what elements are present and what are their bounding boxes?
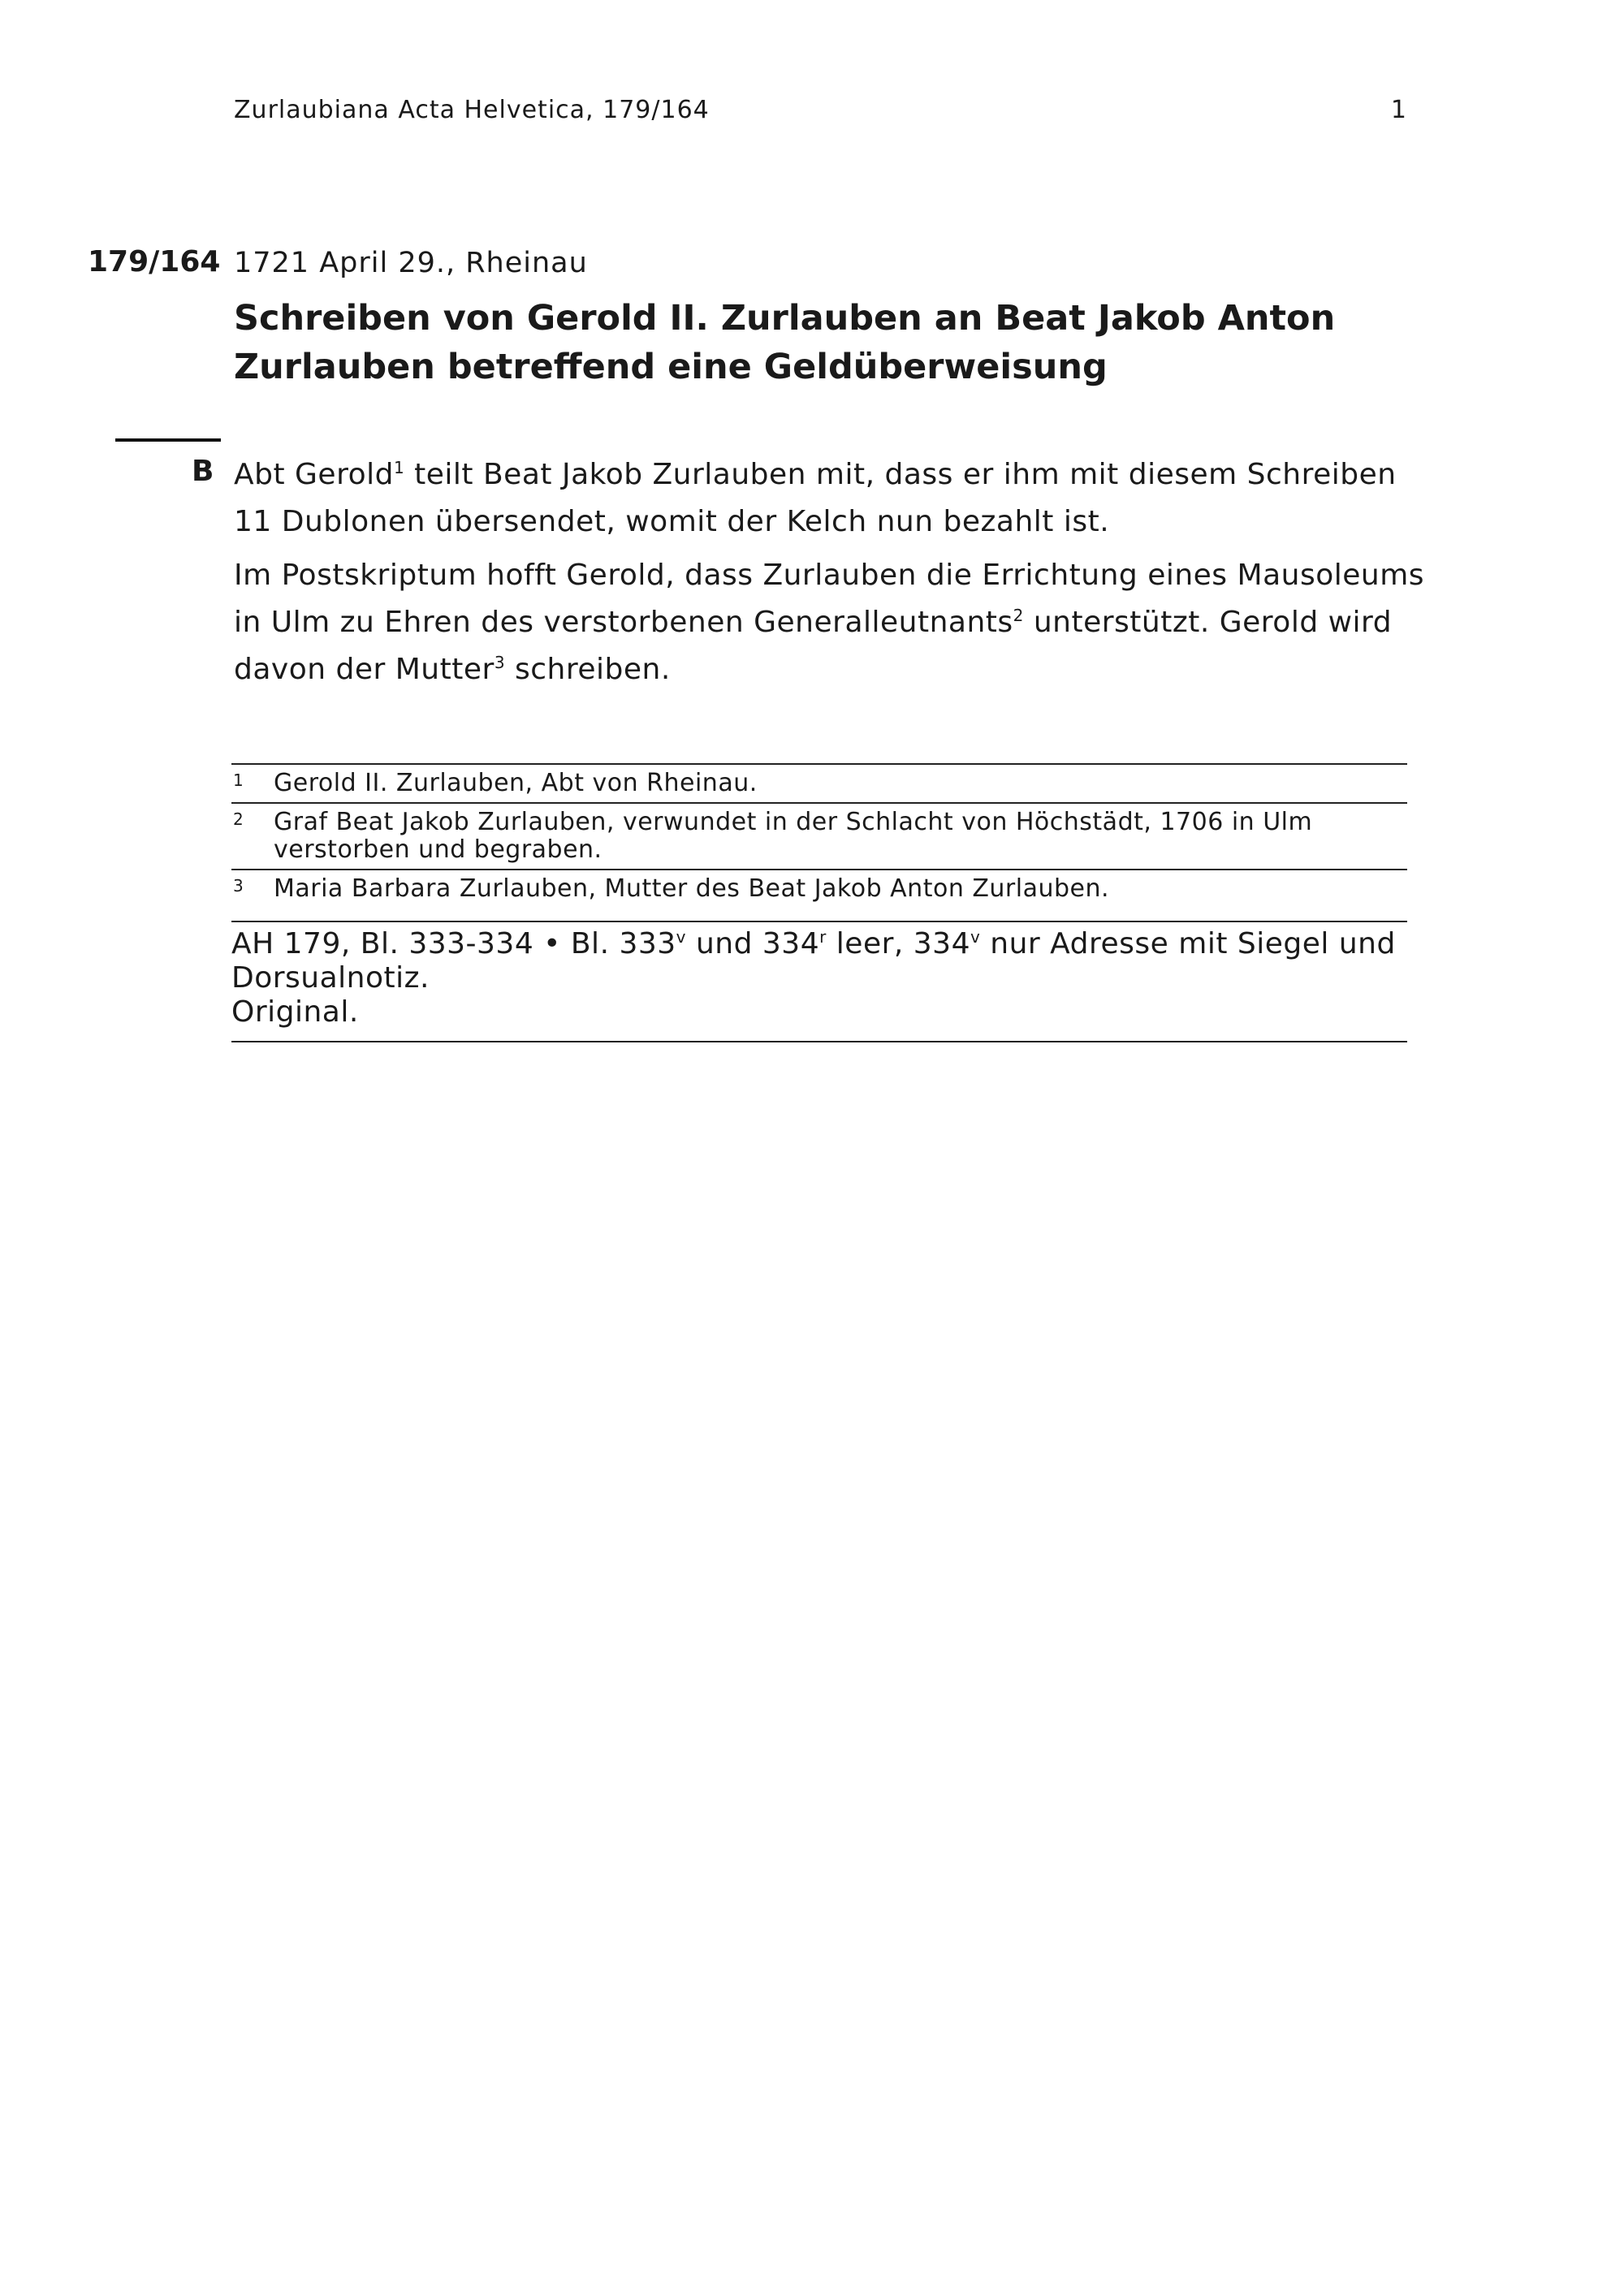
text-line [234, 646, 1419, 693]
footnote-line: Graf Beat Jakob Zurlauben, verwundet in der Schlacht von Höchstädt, 1706 in Ulm [274, 808, 1313, 836]
source-line [231, 927, 1407, 961]
text-line: Im Postskriptum hofft Gerold, dass Zurlauben die Errichtung eines Mausoleums [234, 559, 1425, 592]
text-run: Abt Gerold [234, 458, 394, 491]
footnote-line: Maria Barbara Zurlauben, Mutter des Beat Jakob Anton Zurlauben. [274, 874, 1110, 903]
margin-letter: B [192, 455, 214, 488]
summary-paragraph [234, 451, 1419, 546]
text-run: leer, 334 [826, 927, 970, 960]
footnote-ref: 1 [393, 458, 405, 477]
text-run: und 334 [686, 927, 820, 960]
text-run: teilt Beat Jakob Zurlauben mit, dass er ihm mit diesem Schreiben [404, 458, 1397, 491]
text-run: davon der Mutter [234, 653, 495, 686]
footnote [231, 802, 1407, 869]
footnote [231, 869, 1407, 908]
text-line [234, 451, 1419, 498]
text-run: AH 179, Bl. 333-334 • Bl. 333 [231, 927, 676, 960]
folio-side: r [819, 927, 827, 947]
text-run: schreiben. [505, 653, 671, 686]
footnote [231, 763, 1407, 802]
folio-side: v [676, 927, 687, 947]
text-line [234, 599, 1419, 646]
footnote-mark: 2 [233, 809, 244, 829]
entry-date-place: 1721 April 29., Rheinau [234, 247, 588, 279]
running-head: Zurlaubiana Acta Helvetica, 179/164 [234, 96, 710, 124]
folio-side: v [970, 927, 981, 947]
footnote-line: verstorben und begraben. [274, 835, 603, 864]
footnote-text [274, 875, 1407, 903]
footnote-mark: 3 [233, 876, 244, 896]
entry-title-line: Zurlauben betreffend eine Geldüberweisung [234, 347, 1108, 387]
footnote-text [274, 809, 1407, 864]
text-run: nur Adresse mit Siegel und [980, 927, 1396, 960]
footnote-ref: 3 [494, 653, 506, 672]
footnote-text [274, 770, 1407, 797]
text-run: in Ulm zu Ehren des verstorbenen Generalleutnants [234, 606, 1013, 639]
footnote-ref: 2 [1013, 606, 1024, 625]
footnote-mark: 1 [233, 770, 244, 790]
footnote-line: Gerold II. Zurlauben, Abt von Rheinau. [274, 769, 758, 797]
page-number: 1 [1390, 96, 1406, 124]
margin-rule [115, 438, 221, 442]
source-line: Original. [231, 995, 359, 1029]
text-run: unterstützt. Gerold wird [1023, 606, 1393, 639]
text-line: 11 Dublonen übersendet, womit der Kelch nun bezahlt ist. [234, 505, 1110, 538]
entry-number: 179/164 [88, 245, 221, 278]
entry-title-line: Schreiben von Gerold II. Zurlauben an Beat Jakob Anton [234, 298, 1336, 339]
entry-title [234, 294, 1419, 391]
postscript-paragraph [234, 552, 1425, 693]
source-block [231, 921, 1407, 1042]
source-line: Dorsualnotiz. [231, 961, 430, 995]
footnotes [231, 763, 1407, 908]
